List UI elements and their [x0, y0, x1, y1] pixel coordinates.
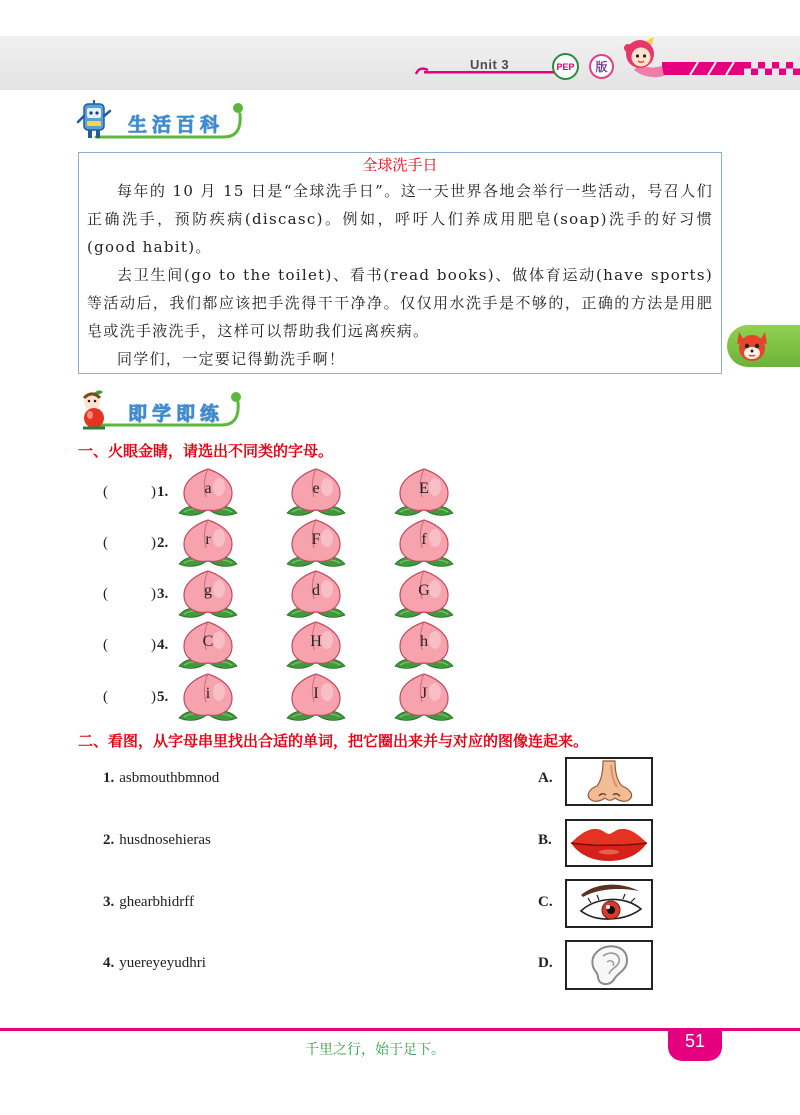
letter-string: husdnosehieras [119, 832, 211, 848]
article-paragraph: 同学们，一定要记得勤洗手啊！ [117, 350, 346, 368]
practice-section-header [72, 386, 252, 436]
answer-blank[interactable] [111, 582, 149, 606]
letter-string: asbmouthbmnod [119, 770, 220, 786]
exercise2-instruction: 二、看图，从字母串里找出合适的单词，把它圈出来并与对应的图像连起来。 [78, 732, 589, 750]
answer-bracket-close: ) [151, 484, 156, 500]
footer-motto: 千里之行，始于足下。 [305, 1042, 445, 1058]
fox-mascot-icon [733, 328, 771, 364]
answer-blank[interactable] [111, 685, 149, 709]
answer-blank[interactable] [111, 480, 149, 504]
peach-letter-option [392, 619, 456, 671]
item-number: 3. [103, 894, 115, 910]
page-number: 51 [668, 1031, 722, 1061]
peach-letter-option [176, 619, 240, 671]
answer-bracket-close: ) [151, 637, 156, 653]
picture-option[interactable] [565, 879, 653, 928]
article-box [78, 152, 722, 374]
item-number: 2. [157, 535, 169, 551]
answer-blank[interactable] [111, 633, 149, 657]
unit-label: Unit 3 [470, 57, 510, 72]
option-label: A. [538, 770, 553, 786]
pep-badge: PEP [552, 53, 579, 80]
peach-letter-option [176, 671, 240, 723]
section-title-encyclopedia: 生活百科 [128, 114, 225, 136]
exercise1-row [0, 466, 800, 518]
item-number: 4. [103, 955, 115, 971]
peach-letter: e [312, 480, 320, 497]
section-title-practice: 即学即练 [128, 403, 225, 425]
peach-letter: i [205, 685, 211, 702]
article-title: 全球洗手日 [362, 156, 438, 174]
exercise1-row [0, 671, 800, 723]
peach-letter-option [176, 517, 240, 569]
peach-letter: r [205, 531, 211, 548]
peach-letter-option [284, 671, 348, 723]
item-number: 5. [157, 689, 169, 705]
article-paragraph: 去卫生间(go to the toilet)、看书(read books)、做体育运动(have sports)等活动后，我们都应该把手洗得干干净净。仅仅用水洗手是不够的，正确的方法是用肥皂或洗手液洗手，这样可以帮助我们远离疾病。 [87, 266, 713, 340]
cartoon-girl-icon [616, 36, 666, 82]
peach-letter-option [176, 568, 240, 620]
answer-bracket-close: ) [151, 586, 156, 602]
peach-letter-option [392, 466, 456, 518]
answer-bracket-close: ) [151, 535, 156, 551]
peach-letter: g [204, 582, 212, 599]
answer-bracket-close: ) [151, 689, 156, 705]
peach-letter: J [420, 685, 428, 702]
peach-letter: d [312, 582, 320, 599]
lips-picture-icon [567, 821, 651, 865]
peach-letter: a [204, 480, 212, 497]
peach-letter: G [418, 582, 430, 599]
exercise1-row [0, 619, 800, 671]
answer-bracket-open: ( [103, 689, 108, 705]
item-number: 4. [157, 637, 169, 653]
peach-letter-option [176, 466, 240, 518]
letter-string: ghearbhidrff [119, 894, 194, 910]
picture-option[interactable] [565, 940, 653, 990]
apple-mascot-icon [75, 388, 113, 430]
peach-letter-option [284, 517, 348, 569]
peach-letter: E [419, 480, 429, 497]
picture-option[interactable] [565, 819, 653, 867]
peach-letter-option [392, 568, 456, 620]
exercise2-item [103, 955, 206, 977]
peach-letter-option [284, 619, 348, 671]
item-number: 1. [103, 770, 115, 786]
answer-bracket-open: ( [103, 586, 108, 602]
edition-badge: 版 [589, 54, 614, 79]
answer-blank[interactable] [111, 531, 149, 555]
exercise1-row [0, 568, 800, 620]
peach-letter-option [392, 517, 456, 569]
letter-string: yuereyeyudhri [119, 955, 206, 971]
peach-letter: C [202, 633, 214, 650]
item-number: 3. [157, 586, 169, 602]
item-number: 2. [103, 832, 115, 848]
peach-letter: F [311, 531, 321, 548]
header-ribbon [0, 36, 800, 90]
peach-letter-option [284, 466, 348, 518]
peach-letter-option [284, 568, 348, 620]
eye-picture-icon [567, 881, 651, 926]
answer-bracket-open: ( [103, 535, 108, 551]
nose-picture-icon [567, 759, 651, 804]
peach-letter: h [420, 633, 428, 650]
peach-letter: I [313, 685, 319, 702]
item-number: 1. [157, 484, 169, 500]
answer-bracket-open: ( [103, 637, 108, 653]
robot-mascot-icon [76, 100, 112, 142]
peach-letter: H [310, 633, 322, 650]
exercise2-item [103, 832, 211, 854]
encyclopedia-section-header [74, 96, 254, 146]
exercise1-instruction: 一、火眼金睛，请选出不同类的字母。 [78, 442, 334, 460]
ear-picture-icon [567, 942, 651, 988]
option-label: D. [538, 955, 553, 971]
peach-letter-option [392, 671, 456, 723]
peach-letter: f [421, 531, 427, 548]
picture-option[interactable] [565, 757, 653, 806]
option-label: B. [538, 832, 552, 848]
side-tab [727, 325, 800, 367]
article-paragraph: 每年的 10 月 15 日是“全球洗手日”。这一天世界各地会举行一些活动，号召人们正确洗手，预防疾病(discasc)。例如，呼吁人们养成用肥皂(soap)洗手的好习惯(good habit)。 [87, 182, 713, 256]
option-label: C. [538, 894, 553, 910]
exercise2-item [103, 770, 219, 792]
exercise2-item [103, 894, 194, 916]
exercise1-row [0, 517, 800, 569]
answer-bracket-open: ( [103, 484, 108, 500]
